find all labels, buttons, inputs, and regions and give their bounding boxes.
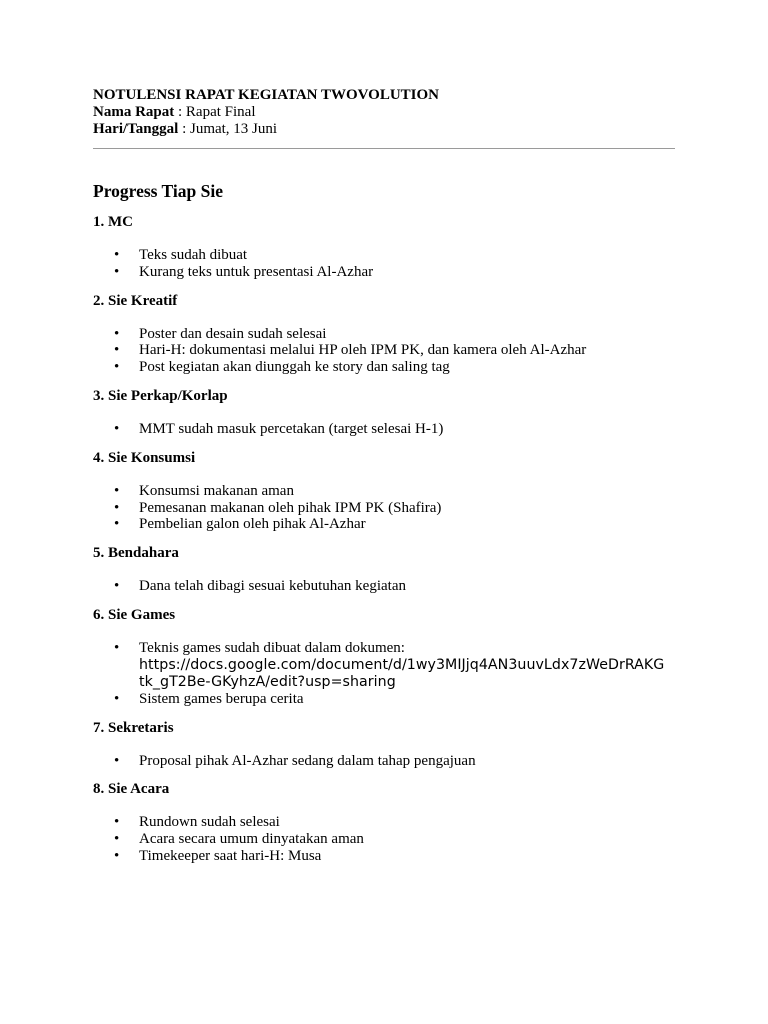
list-item: [93, 753, 675, 770]
sie-section: [93, 780, 675, 864]
sie-title: 7. Sekretaris: [93, 719, 174, 736]
list-item: [93, 264, 675, 281]
bullet-icon: •: [114, 263, 120, 280]
document-title: NOTULENSI RAPAT KEGIATAN TWOVOLUTION: [93, 87, 440, 103]
sie-title: 6. Sie Games: [93, 606, 176, 623]
document-page: [93, 87, 675, 865]
bullet-icon: •: [114, 325, 120, 342]
bullet-icon: •: [114, 578, 120, 595]
sie-section: [93, 449, 675, 533]
list-item-text: Konsumsi makanan aman: [139, 482, 294, 499]
bullet-list: [93, 483, 675, 533]
bullet-icon: •: [114, 359, 120, 376]
list-item-text: Pemesanan makanan oleh pihak IPM PK (Shafira): [139, 499, 442, 516]
section-heading: Progress Tiap Sie: [93, 181, 223, 201]
meeting-date-line: [93, 121, 675, 138]
list-item-text: Pembelian galon oleh pihak Al-Azhar: [139, 516, 366, 533]
list-item-text: Post kegiatan akan diunggah ke story dan saling tag: [139, 359, 450, 376]
list-item-text: Teks sudah dibuat: [139, 247, 248, 263]
sie-section: [93, 719, 675, 770]
bullet-icon: •: [114, 482, 120, 499]
list-item: [93, 483, 675, 500]
sie-title: 4. Sie Konsumsi: [93, 449, 196, 466]
bullet-icon: •: [114, 752, 120, 769]
bullet-icon: •: [114, 831, 120, 848]
list-item-text: MMT sudah masuk percetakan (target selesai H-1): [139, 420, 444, 437]
list-item: [93, 247, 675, 264]
list-item: [93, 831, 675, 848]
bullet-list: [93, 640, 675, 708]
sie-title: 3. Sie Perkap/Korlap: [93, 387, 228, 404]
bullet-list: [93, 421, 675, 438]
list-item: [93, 578, 675, 595]
bullet-icon: •: [114, 247, 120, 263]
horizontal-divider: [93, 148, 675, 149]
list-item: [93, 326, 675, 343]
sie-title: 1. MC: [93, 214, 133, 230]
sie-section: [93, 213, 675, 281]
bullet-list: [93, 326, 675, 376]
meeting-name-label: Nama Rapat: [93, 104, 175, 120]
bullet-icon: •: [114, 420, 120, 437]
sections-list: [93, 213, 675, 865]
meeting-name-line: [93, 104, 675, 121]
list-item-text: Acara secara umum dinyatakan aman: [139, 831, 364, 848]
sie-section: [93, 292, 675, 376]
bullet-list: [93, 578, 675, 595]
list-item: [93, 500, 675, 517]
bullet-icon: •: [114, 690, 120, 707]
meeting-name-value: : Rapat Final: [174, 104, 256, 120]
bullet-icon: •: [114, 342, 120, 359]
list-item: [93, 359, 675, 376]
list-item-text: Dana telah dibagi sesuai kebutuhan kegiatan: [139, 578, 406, 595]
bullet-list: [93, 753, 675, 770]
bullet-list: [93, 814, 675, 864]
sie-section: [93, 387, 675, 438]
list-item-text: Proposal pihak Al-Azhar sedang dalam tahap pengajuan: [139, 752, 476, 769]
meeting-date-label: Hari/Tanggal: [93, 121, 179, 137]
list-item: [93, 342, 675, 359]
list-item-text: Kurang teks untuk presentasi Al-Azhar: [139, 263, 374, 280]
document-link[interactable]: https://docs.google.com/document/d/1wy3MIJjq4AN3uuvLdx7zWeDrRAKGtk_gT2Be-GKyhzA/edit?usp=sharing: [139, 656, 665, 690]
list-item: [93, 640, 675, 691]
list-item-text: Rundown sudah selesai: [139, 814, 280, 831]
list-item: [93, 691, 675, 708]
bullet-icon: •: [114, 639, 120, 656]
list-item-text: Sistem games berupa cerita: [139, 690, 304, 707]
bullet-icon: •: [114, 814, 120, 831]
list-item: [93, 814, 675, 831]
bullet-list: [93, 247, 675, 281]
bullet-icon: •: [114, 847, 120, 864]
list-item-text: Teknis games sudah dibuat dalam dokumen:: [139, 639, 405, 656]
list-item: [93, 421, 675, 438]
list-item: [93, 848, 675, 865]
list-item-text: Poster dan desain sudah selesai: [139, 325, 327, 342]
sie-title: 5. Bendahara: [93, 545, 179, 562]
list-item-text: Hari-H: dokumentasi melalui HP oleh IPM PK, dan kamera oleh Al-Azhar: [139, 342, 587, 359]
sie-section: [93, 544, 675, 595]
bullet-icon: •: [114, 499, 120, 516]
list-item-text: Timekeeper saat hari-H: Musa: [139, 847, 322, 864]
bullet-icon: •: [114, 516, 120, 533]
sie-section: [93, 606, 675, 708]
list-item: [93, 516, 675, 533]
meeting-date-value: : Jumat, 13 Juni: [178, 121, 278, 137]
sie-title: 8. Sie Acara: [93, 781, 170, 798]
sie-title: 2. Sie Kreatif: [93, 292, 178, 309]
